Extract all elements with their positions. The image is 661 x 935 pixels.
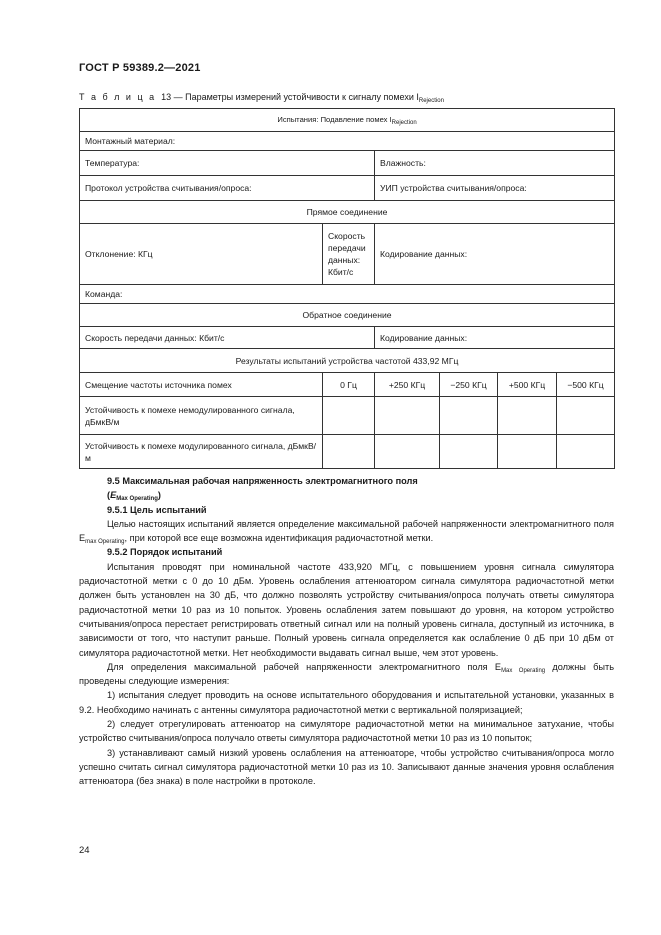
offset-label-cell: Смещение частоты источника помех xyxy=(80,373,323,397)
table-row xyxy=(80,327,615,349)
paragraph-9-5-1-subscript: max Operating xyxy=(85,539,125,546)
paragraph-9-5-2-2-b: должны быть проведены следующие измерения: xyxy=(79,661,615,687)
heading-9-5-1: 9.5.1 Цель испытаний xyxy=(107,504,207,515)
paragraph-9-5-1-a: Целью настоящих испытаний является определение максимальной рабочей напряженности электромагнитного поля E xyxy=(79,518,614,544)
paragraph-9-5-2-2 xyxy=(79,660,614,689)
table-caption xyxy=(79,92,444,102)
table-row xyxy=(80,176,615,201)
table-row xyxy=(80,201,615,224)
table-row xyxy=(80,151,615,176)
empty-cell xyxy=(375,397,440,435)
section-9-5 xyxy=(79,474,614,789)
empty-cell xyxy=(498,435,557,469)
paragraph-9-5-2-2-subscript: Max Operating xyxy=(501,667,546,674)
modulated-label: Устойчивость к помехе модулированного сигнала, дБмкВ/м xyxy=(80,435,323,469)
caption-text: 13 — Параметры измерений устойчивости к сигналу помехи I xyxy=(161,92,419,102)
test-title-cell xyxy=(80,109,615,132)
offset-minus-500: −500 КГц xyxy=(557,373,615,397)
empty-cell xyxy=(375,435,440,469)
results-header: Результаты испытаний устройства частотой 433,92 МГц xyxy=(80,349,615,373)
return-coding-cell: Кодирование данных: xyxy=(375,327,615,349)
heading-9-5-text: 9.5 Максимальная рабочая напряженность электромагнитного поля xyxy=(107,476,418,486)
parameters-table xyxy=(79,108,615,469)
empty-cell xyxy=(557,435,615,469)
heading-9-5-2: 9.5.2 Порядок испытаний xyxy=(107,547,223,558)
table-row xyxy=(80,373,615,397)
table-row xyxy=(80,285,615,304)
mounting-cell: Монтажный материал: xyxy=(80,132,615,151)
table-row xyxy=(80,397,615,435)
paragraph-9-5-1-b: , при которой все еще возможна идентификация радиочастотной метки. xyxy=(124,533,434,544)
test-title-subscript: Rejection xyxy=(391,120,417,126)
data-coding-cell: Кодирование данных: xyxy=(375,224,615,285)
paragraph-9-5-2-1: Испытания проводят при номинальной частоте 433,920 МГц, с повышением уровня сигнала симулятора радиочастотной метки с 0 до 10 дБм. Уровень ослабления аттенюатором сигнала симулятора радиочастотной метки должен быть установлен на 30 дБ, что должно позволять устройству считывания/опроса получать ответы симулятора радиочастотной метки 10 раз из 10 попыток. Уровень ослабления затем повышают до уровня, на котором устройство считывания/опроса перестает регистрировать ответный сигнал или на полный уровень сигнала, доступный из источника, в зависимости от того, что наступит раньше. Полный уровень сигнала определяется как ослабление 0 дБ при 10 дБм от симулятора радиочастотной метки. Нет необходимости выдавать сигнал выше, чем этот уровень. xyxy=(79,561,614,658)
empty-cell xyxy=(440,435,498,469)
test-title: Испытания: Подавление помех I xyxy=(277,115,392,124)
offset-plus-500: +500 КГц xyxy=(498,373,557,397)
return-link-header: Обратное соединение xyxy=(80,304,615,327)
empty-cell xyxy=(323,435,375,469)
return-rate-cell: Скорость передачи данных: Кбит/с xyxy=(80,327,375,349)
empty-cell xyxy=(440,397,498,435)
empty-cell xyxy=(498,397,557,435)
unmodulated-label: Устойчивость к помехе немодулированного сигнала, дБмкВ/м xyxy=(80,397,323,435)
table-row xyxy=(80,435,615,469)
humidity-cell: Влажность: xyxy=(375,151,615,176)
offset-minus-250: −250 КГц xyxy=(440,373,498,397)
paragraph-9-5-2-2-a: Для определения максимальной рабочей напряженности электромагнитного поля E xyxy=(107,661,502,672)
deviation-cell: Отклонение: КГц xyxy=(80,224,323,285)
empty-cell xyxy=(557,397,615,435)
table-row xyxy=(80,304,615,327)
temperature-cell: Температура: xyxy=(80,151,375,176)
heading-9-5-symbol: E xyxy=(110,490,117,501)
heading-9-5: 9.5 Максимальная рабочая напряженность электромагнитного поля $(E_{Max Operating})$ xyxy=(107,476,418,503)
caption-prefix: Т а б л и ц а xyxy=(79,92,157,102)
table-row xyxy=(80,109,615,132)
paragraph-9-5-1 xyxy=(79,517,614,546)
offset-0: 0 Гц xyxy=(323,373,375,397)
caption-subscript: Rejection xyxy=(418,98,444,104)
table-row xyxy=(80,349,615,373)
offset-plus-250: +250 КГц xyxy=(375,373,440,397)
uip-cell: УИП устройства считывания/опроса: xyxy=(375,176,615,201)
document-id: ГОСТ Р 59389.2—2021 xyxy=(79,62,201,74)
table-row xyxy=(80,224,615,285)
list-item-2: 2) следует отрегулировать аттенюатор на симуляторе радиочастотной метки на минимальное затухание, чтобы устройство считывания/опроса получало ответы симулятора радиочастотной метки 10 раз из 10 попыток; xyxy=(79,719,614,744)
heading-9-5-subscript: Max Operating xyxy=(116,496,158,503)
list-item-3: 3) устанавливают самый низкий уровень ослабления на аттенюаторе, чтобы устройство считывания/опроса могло успешно считать сигнал симулятора радиочастотной метки 10 раз из 10. Записывают данные значения уровня ослабления аттенюатора (без знака) в поле настройки в протоколе. xyxy=(79,747,614,787)
page-number: 24 xyxy=(79,845,90,856)
list-item-1: 1) испытания следует проводить на основе испытательного оборудования и испытательной установки, указанных в 9.2. Необходимо начинать с антенны симулятора радиочастотной метки с вертикальной поляризацией; xyxy=(79,690,614,715)
command-cell: Команда: xyxy=(80,285,615,304)
forward-link-header: Прямое соединение xyxy=(80,201,615,224)
data-rate-cell: Скорость передачи данных: Кбит/с xyxy=(323,224,375,285)
empty-cell xyxy=(323,397,375,435)
protocol-cell: Протокол устройства считывания/опроса: xyxy=(80,176,375,201)
table-row xyxy=(80,132,615,151)
